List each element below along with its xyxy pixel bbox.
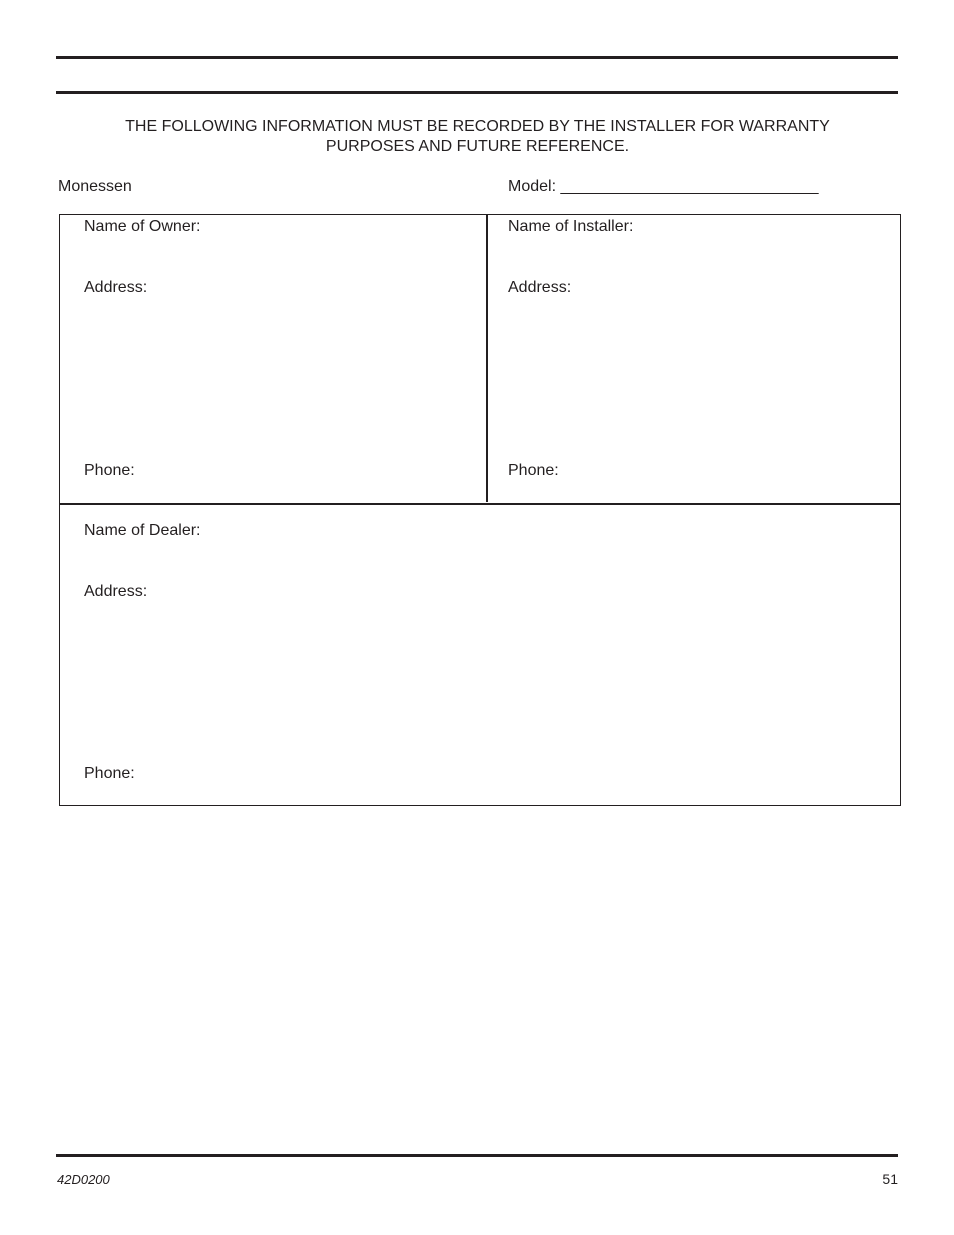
footer-rule [56, 1154, 898, 1157]
brand-name: Monessen [58, 178, 132, 195]
owner-phone-label: Phone: [84, 462, 135, 479]
dealer-phone-label: Phone: [84, 765, 135, 782]
installer-address-label: Address: [508, 279, 572, 296]
owner-installer-box [59, 214, 901, 504]
notice-line-2: PURPOSES AND FUTURE REFERENCE. [325, 138, 630, 155]
installer-name-label: Name of Installer: [508, 218, 634, 235]
owner-name-label: Name of Owner: [84, 218, 201, 235]
column-divider [486, 214, 488, 502]
warranty-notice [80, 117, 875, 157]
page-number: 51 [882, 1171, 898, 1187]
model-field: Model: _____________________________ [508, 178, 819, 195]
header-rule-top [56, 56, 898, 59]
notice-line-1: THE FOLLOWING INFORMATION MUST BE RECORDED BY THE INSTALLER FOR WARRANTY [125, 118, 830, 135]
owner-address-label: Address: [84, 279, 148, 296]
installer-phone-label: Phone: [508, 462, 559, 479]
document-code: 42D0200 [57, 1172, 110, 1187]
header-rule-bottom [56, 91, 898, 94]
dealer-box [59, 504, 901, 806]
dealer-address-label: Address: [84, 583, 148, 600]
dealer-name-label: Name of Dealer: [84, 522, 201, 539]
